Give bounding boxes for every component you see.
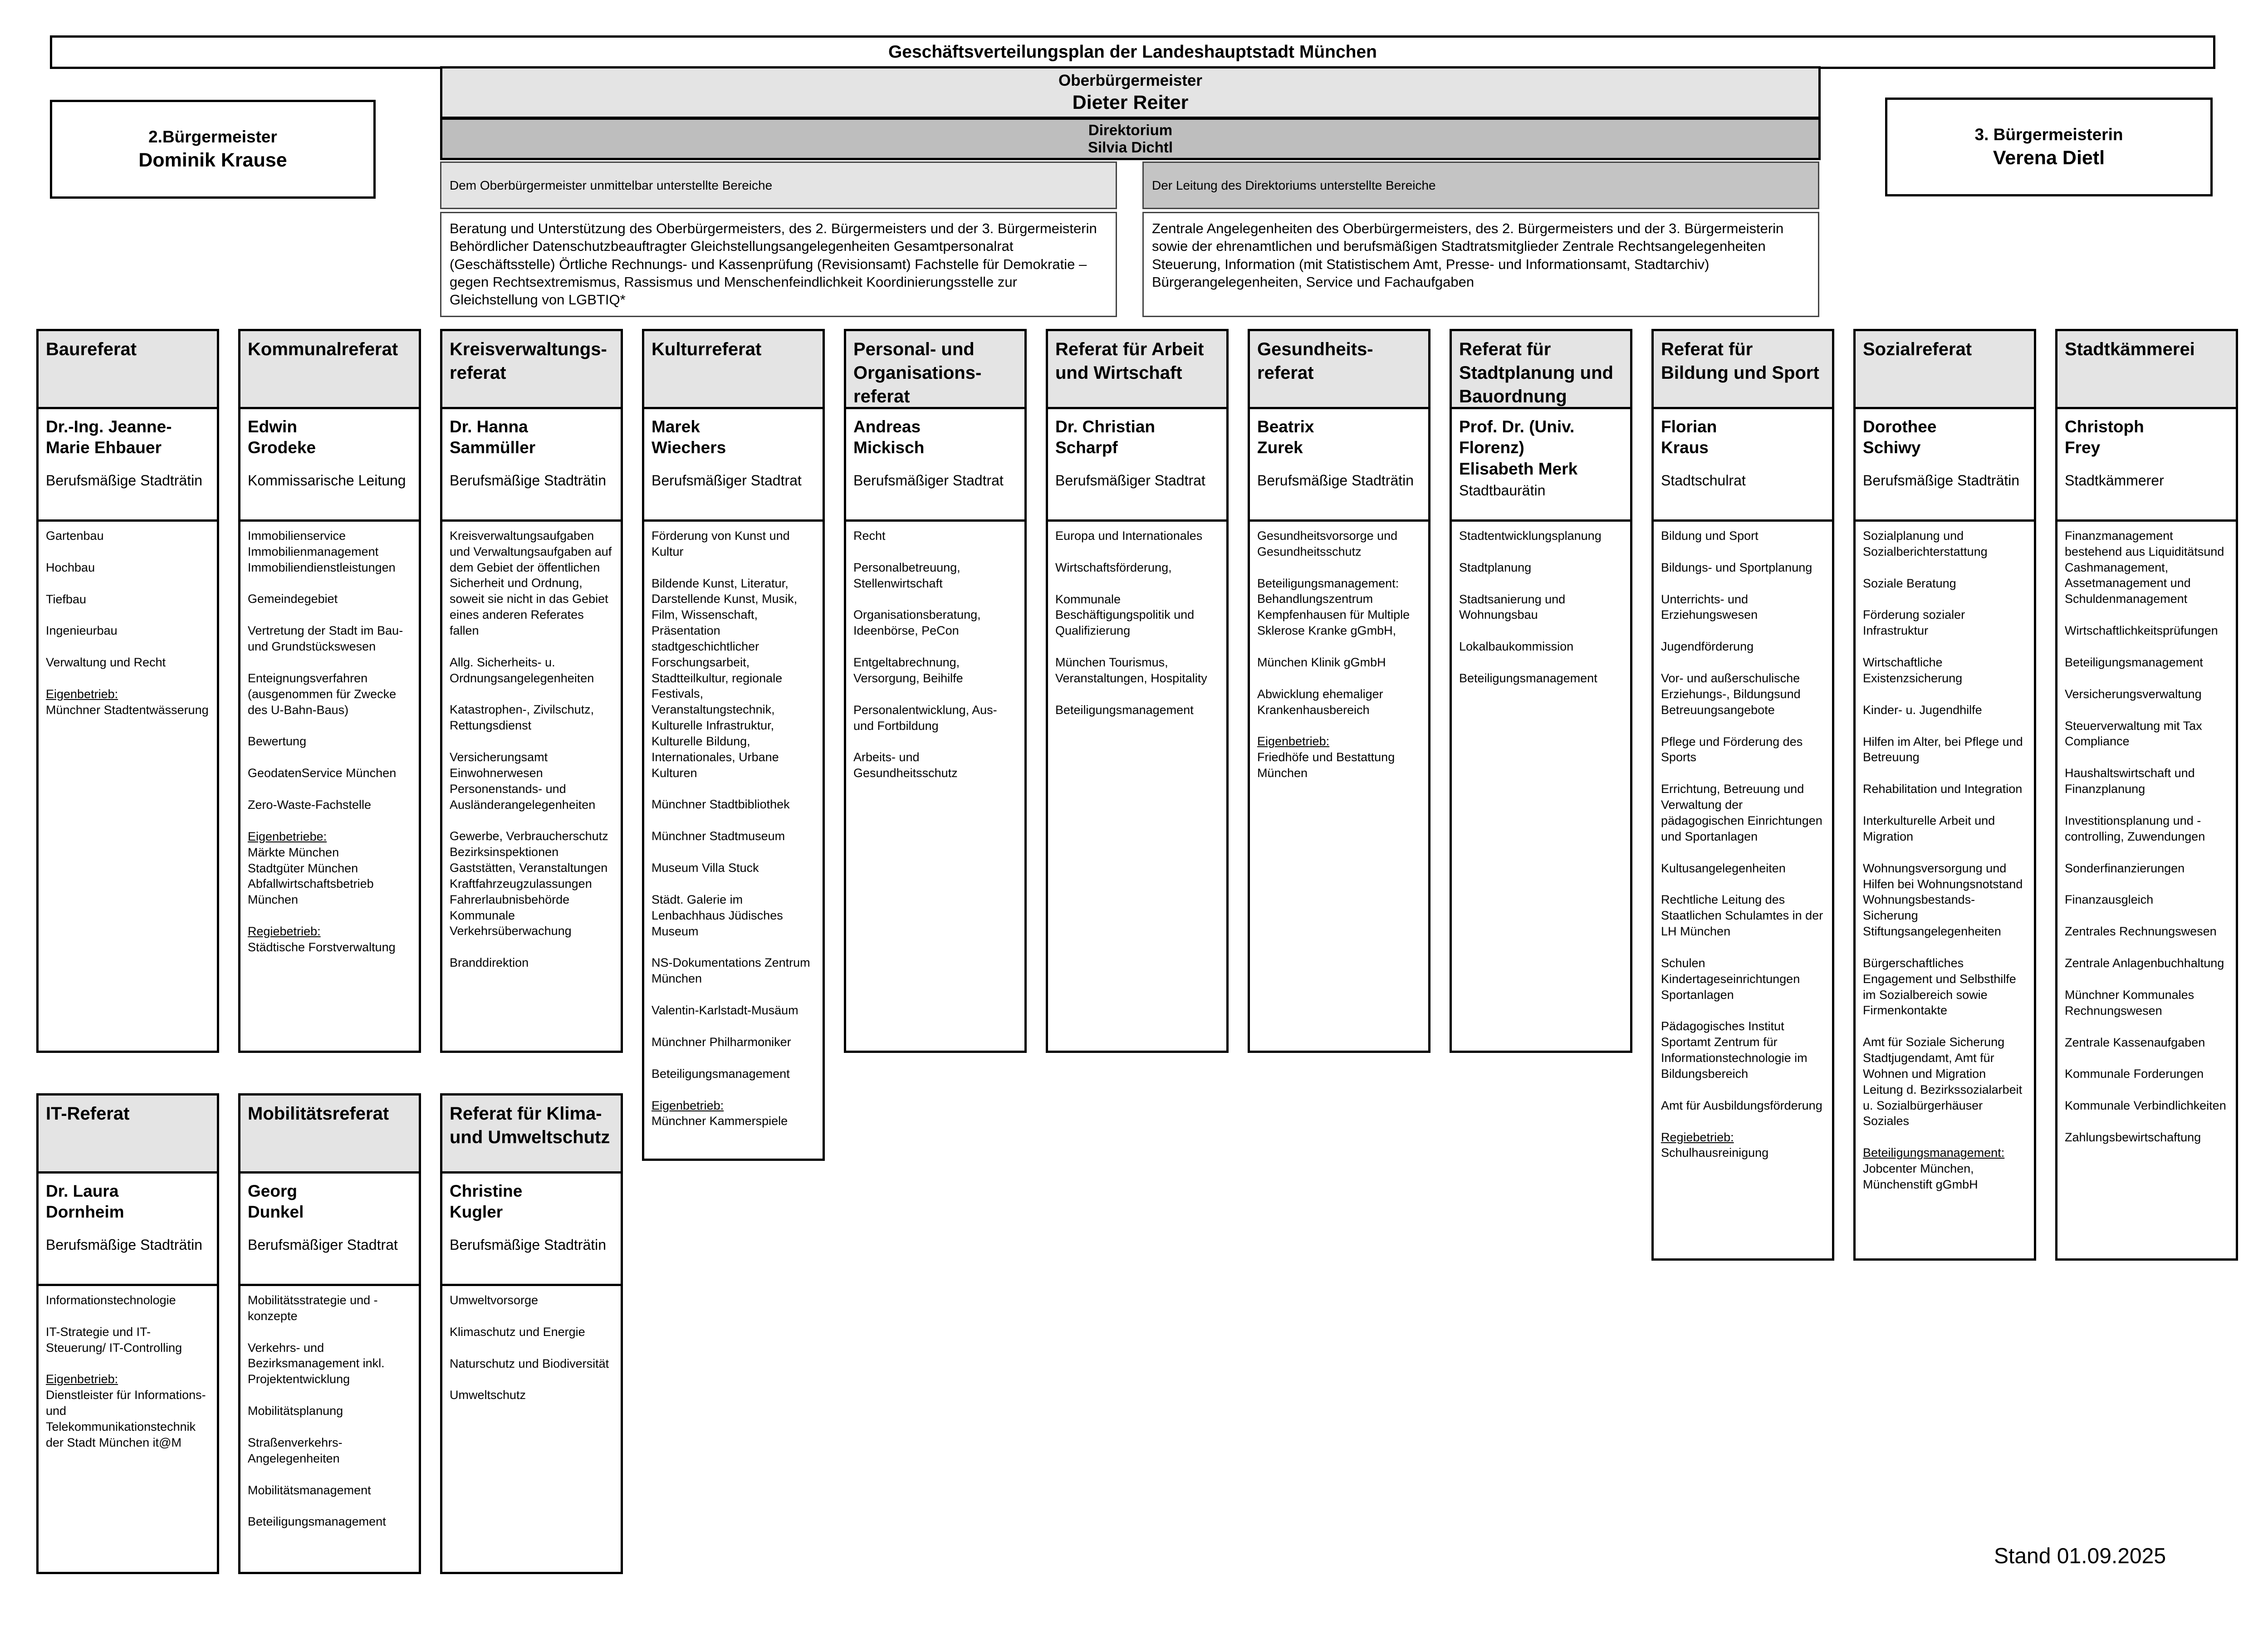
direktorium-name: Silvia Dichtl [1087,139,1173,156]
aufgabe-item: Steuerverwaltung mit Tax Compliance [2065,719,2202,748]
aufgabe-item: Unterrichts- und Erziehungswesen [1661,592,1758,622]
referat-person-name: Andreas Mickisch [853,417,925,457]
aufgabe-item: Bildung und Sport [1661,529,1759,543]
aufgabe-item: Zentrales Rechnungswesen [2065,925,2217,939]
referat-person-name: Beatrix Zurek [1257,417,1314,457]
aufgabe-item: Zentrale Kassenaufgaben [2065,1035,2205,1049]
aufgabe-item: Amt für Soziale Sicherung Stadtjugendamt, Amt für Wohnen und Migration Leitung d. Bezirkssozialarbeit u. Sozialbürgerhäuser Soziales [1863,1035,2023,1128]
aufgabe-item: Kommunale Forderungen [2065,1067,2204,1081]
aufgabe-item: Kommunale Verbindlichkeiten [2065,1099,2226,1113]
buergermeister-3-role: 3. Bürgermeisterin [1974,125,2123,144]
aufgabe-item: Beteiligungsmanagement [248,1515,386,1529]
betrieb-item: Münchenstift gGmbH [1863,1177,1978,1191]
referat-leitung [1856,409,2034,522]
aufgabe-item: Entgeltabrechnung, Versorgung, Beihilfe [853,656,963,685]
referat-kommunalreferat [238,329,421,1053]
buergermeister-2-name: Dominik Krause [138,149,287,171]
referat-leitung [1048,409,1226,522]
referat-person-role: Stadtschulrat [1661,472,1746,489]
aufgabe-item: Jugendförderung [1661,640,1754,654]
referat-title: Kreisverwaltungs-referat [442,331,621,409]
aufgabe-item: Schulen Kindertageseinrichtungen Sportanlagen [1661,956,1800,1002]
referat-kreisverwaltungs-referat [440,329,623,1053]
aufgabe-item: Recht [853,529,886,543]
aufgabe-item: Münchner Kommunales Rechnungswesen [2065,988,2195,1018]
referat-mobilitaetsreferat [238,1093,421,1574]
aufgabe-item: Hochbau [46,560,95,574]
betrieb-heading: Eigenbetrieb: [651,1098,724,1112]
referat-personal-und-organisations-referat [844,329,1027,1053]
referat-kulturreferat [642,329,825,1161]
referat-title: Baureferat [39,331,217,409]
betrieb-heading: Regiebetrieb: [248,925,321,939]
aufgabe-item: Zahlungsbewirtschaftung [2065,1130,2201,1145]
aufgabe-item: Bürgerschaftliches Engagement und Selbsthilfe im Sozialbereich sowie Firmenkontakte [1863,956,2016,1018]
aufgabe-item: Gewerbe, Verbraucherschutz Bezirksinspektionen Gaststätten, Veranstaltungen Kraftfahrzeugzulassungen Fahrerlaubnisbehörde Kommunale Verkehrsüberwachung [450,829,608,938]
referat-referat-fuer-klima-und-umweltschutz [440,1093,623,1574]
aufgabe-item: Verwaltung und Recht [46,656,166,670]
referat-person-role: Stadtkämmerer [2065,472,2164,489]
betrieb-item: Münchner Kammerspiele [651,1114,788,1128]
referat-sozialreferat [1853,329,2036,1261]
aufgabe-item: Arbeits- und Gesundheitsschutz [853,750,958,780]
referat-person-name: Prof. Dr. (Univ. Florenz) Elisabeth Merk [1459,417,1578,478]
aufgabe-item: Mobilitätsplanung [248,1404,343,1418]
aufgabe-item: Beteiligungsmanagement [2065,655,2203,669]
aufgabe-item: Bildungs- und Sportplanung [1661,560,1812,574]
referat-aufgaben [644,522,823,1151]
referat-gesundheits-referat [1248,329,1430,1053]
aufgabe-item: Münchner Philharmoniker [651,1035,791,1049]
aufgabe-item: Beteiligungsmanagement: Behandlungszentrum Kempfenhausen für Multiple Sklerose Kranke gGmbH, [1257,576,1410,638]
betrieb-heading: Eigenbetriebe: [248,829,327,843]
aufgabe-item: Pädagogisches Institut Sportamt Zentrum für Informationstechnologie im Bildungsbereich [1661,1019,1808,1081]
aufgabe-item: Interkulturelle Arbeit und Migration [1863,814,1995,843]
direktorium-box [440,117,1821,160]
aufgabe-item: Abwicklung ehemaliger Krankenhausbereich [1257,687,1383,717]
aufgabe-item: Haushaltswirtschaft und Finanzplanung [2065,766,2195,796]
aufgabe-item: München Klinik gGmbH [1257,655,1386,669]
plan-title [50,35,2215,69]
direktorium-bereiche-text: Zentrale Angelegenheiten des Oberbürgermeisters, des 2. Bürgermeisters und der 3. Bürgermeisterin sowie der ehrenamtlichen und berufsmäßigen Stadtratsmitglieder Zentrale Rechtsangelegenheiten Steuerung, Information (mit Statistischem Amt, Presse- und Informationsamt, Stadtarchiv) Bürgerangelegenheiten, Service und Fachaufgaben [1142,212,1819,317]
referat-person-role: Stadtbaurätin [1459,482,1546,499]
betrieb-heading: Eigenbetrieb: [46,1372,118,1386]
aufgabe-item: Kreisverwaltungsaufgaben und Verwaltungsaufgaben auf dem Gebiet der öffentlichen Sicherheit und Ordnung, soweit sie nicht in das Gebiet eines anderen Referates fallen [450,529,612,637]
aufgabe-item: Beteiligungsmanagement [1055,703,1194,717]
aufgabe-item: Finanzmanagement bestehend aus Liquiditätsund Cashmanagement, Assetmanagement und Schuldenmanagement [2065,529,2224,606]
aufgabe-item: Wohnungsversorgung und Hilfen bei Wohnungsnotstand Wohnungsbestands-Sicherung Stiftungsangelegenheiten [1863,861,2023,939]
referat-person-role: Berufsmäßiger Stadtrat [853,472,1004,489]
referat-aufgaben [39,522,217,740]
referat-baureferat [36,329,219,1053]
aufgabe-item: Vertretung der Stadt im Bau- und Grundstückswesen [248,624,403,654]
referat-aufgaben [1048,522,1226,740]
betrieb-block [46,1371,210,1450]
aufgabe-item: Museum Villa Stuck [651,861,759,875]
aufgabe-item: Gemeindegebiet [248,592,338,606]
aufgabe-item: Rehabilitation und Integration [1863,782,2023,796]
buergermeister-2-role: 2.Bürgermeister [148,127,277,146]
referat-title: Personal- und Organisations-referat [846,331,1024,409]
aufgabe-item: Valentin-Karlstadt-Musäum [651,1003,798,1018]
buergermeister-3-box [1885,98,2213,196]
referat-person-name: Christoph Frey [2065,417,2144,457]
referat-person-name: Dr.-Ing. Jeanne- Marie Ehbauer [46,417,172,457]
referat-aufgaben [1856,522,2034,1215]
aufgabe-item: Europa und Internationales [1055,529,1203,543]
aufgabe-item: Vor- und außerschulische Erziehungs-, Bildungsund Betreuungsangebote [1661,671,1801,717]
referat-person-role: Berufsmäßiger Stadtrat [248,1236,398,1253]
referat-leitung [240,1174,419,1286]
aufgabe-item: Katastrophen-, Zivilschutz, Rettungsdienst [450,703,594,733]
referat-title: Mobilitätsreferat [240,1096,419,1174]
aufgabe-item: Stadtsanierung und Wohnungsbau [1459,592,1566,622]
betrieb-item: Städtische Forstverwaltung [248,940,396,954]
referat-title: Stadtkämmerei [2057,331,2236,409]
aufgabe-item: Rechtliche Leitung des Staatlichen Schulamtes in der LH München [1661,893,1823,939]
referat-person-role: Berufsmäßige Stadträtin [450,472,607,489]
referat-referat-fuer-stadtplanung-und-bauordnung [1450,329,1632,1053]
betrieb-heading: Eigenbetrieb: [46,687,118,701]
referat-leitung [442,1174,621,1286]
referat-title: Gesundheits-referat [1250,331,1428,409]
aufgabe-item: Mobilitätsstrategie und -konzepte [248,1293,378,1323]
betrieb-block [1661,1130,1825,1161]
aufgabe-item: Zero-Waste-Fachstelle [248,798,372,812]
referat-title: Kulturreferat [644,331,823,409]
betrieb-item: Friedhöfe und Bestattung München [1257,750,1395,780]
aufgabe-item: Amt für Ausbildungsförderung [1661,1098,1822,1112]
aufgabe-item: Allg. Sicherheits- u. Ordnungsangelegenheiten [450,655,594,685]
referat-referat-fuer-arbeit-und-wirtschaft [1046,329,1229,1053]
referat-person-role: Berufsmäßige Stadträtin [46,472,203,489]
aufgabe-item: Errichtung, Betreuung und Verwaltung der pädagogischen Einrichtungen und Sportanlagen [1661,782,1822,843]
betrieb-item: Dienstleister für Informations- und Telekommunikationstechnik der Stadt München it@M [46,1388,206,1449]
aufgabe-item: Wirtschaftlichkeitsprüfungen [2065,624,2218,638]
direktorium-label: Direktorium [1088,122,1173,139]
aufgabe-item: NS-Dokumentations Zentrum München [651,956,810,986]
aufgabe-item: Mobilitätsmanagement [248,1483,371,1497]
oberbuergermeister-name: Dieter Reiter [1072,91,1189,113]
direktorium-bereiche-header: Der Leitung des Direktoriums unterstellte Bereiche [1142,161,1819,209]
referat-leitung [846,409,1024,522]
referat-person-name: Edwin Grodeke [248,417,316,457]
buergermeister-2-box [50,100,376,199]
referat-person-role: Berufsmäßiger Stadtrat [651,472,802,489]
aufgabe-item: Personalbetreuung, Stellenwirtschaft [853,560,960,590]
betrieb-item: Stadtgüter München [248,861,358,875]
aufgabe-item: Wirtschaftliche Existenzsicherung [1863,656,1963,685]
aufgabe-item: Finanzausgleich [2065,893,2154,907]
referat-person-role: Berufsmäßige Stadträtin [450,1236,607,1253]
betrieb-heading: Beteiligungsmanagement: [1863,1146,2005,1160]
referat-aufgaben [2057,522,2236,1168]
betrieb-block [248,924,411,955]
aufgabe-item: Sozialplanung und Sozialberichterstattung [1863,529,1988,558]
referat-title: Kommunalreferat [240,331,419,409]
aufgabe-item: Münchner Stadtbibliothek [651,797,790,812]
referat-person-name: Christine Kugler [450,1182,523,1222]
aufgabe-item: Organisationsberatung, Ideenbörse, PeCon [853,608,981,638]
aufgabe-item: Naturschutz und Biodiversität [450,1356,609,1370]
aufgabe-item: Klimaschutz und Energie [450,1325,585,1339]
betrieb-block [46,686,210,718]
aufgabe-item: Wirtschaftsförderung, [1055,560,1172,574]
aufgabe-item: Verkehrs- und Bezirksmanagement inkl. Projektentwicklung [248,1340,385,1386]
aufgabe-item: Investitionsplanung und -controlling, Zuwendungen [2065,813,2205,843]
stand-date: Stand 01.09.2025 [1994,1544,2166,1568]
betrieb-item: Jobcenter München, [1863,1162,1974,1176]
referat-title: Sozialreferat [1856,331,2034,409]
referat-aufgaben [846,522,1024,803]
betrieb-item: Münchner Stadtentwässerung [46,703,209,717]
referat-leitung [240,409,419,522]
aufgabe-item: Enteignungsverfahren (ausgenommen für Zwecke des U-Bahn-Baus) [248,671,397,717]
aufgabe-item: Branddirektion [450,956,529,970]
betrieb-block [248,829,411,908]
betrieb-item: Schulhausreinigung [1661,1146,1769,1160]
betrieb-heading: Regiebetrieb: [1661,1130,1734,1144]
aufgabe-item: München Tourismus, Veranstaltungen, Hospitality [1055,656,1207,685]
referat-leitung [39,1174,217,1286]
betrieb-heading: Eigenbetrieb: [1257,734,1330,748]
referat-leitung [644,409,823,522]
ob-bereiche-text: Beratung und Unterstützung des Oberbürgermeisters, des 2. Bürgermeisters und der 3. Bürgermeisterin Behördlicher Datenschutzbeauftragter Gleichstellungsangelegenheiten Gesamtpersonalrat (Geschäftsstelle) Örtliche Rechnungs- und Kassenprüfung (Revisionsamt) Fachstelle für Demokratie – gegen Rechtsextremismus, Rassismus und Menschenfeindlichkeit Koordinierungsstelle zur Gleichstellung von LGBTIQ* [440,212,1117,317]
referat-person-role: Berufsmäßiger Stadtrat [1055,472,1205,489]
oberbuergermeister-box [440,66,1821,119]
aufgabe-item: Förderung von Kunst und Kultur [651,529,790,558]
referat-leitung [1452,409,1630,522]
referat-leitung [1654,409,1832,522]
oberbuergermeister-role: Oberbürgermeister [1058,71,1203,89]
aufgabe-item: Personalentwicklung, Aus- und Fortbildung [853,703,997,733]
referat-aufgaben [240,522,419,978]
aufgabe-item: Münchner Stadtmuseum [651,829,785,843]
betrieb-block [1863,1145,2027,1192]
buergermeister-3-name: Verena Dietl [1993,147,2105,169]
referat-aufgaben [240,1286,419,1552]
aufgabe-item: Beteiligungsmanagement [651,1066,790,1081]
referat-person-name: Georg Dunkel [248,1182,304,1222]
aufgabe-item: Umweltschutz [450,1388,526,1402]
aufgabe-item: Straßenverkehrs-Angelegenheiten [248,1435,343,1465]
referat-leitung [2057,409,2236,522]
referat-title: Referat für Arbeit und Wirtschaft [1048,331,1226,409]
referat-stadtkaemmerei [2055,329,2238,1261]
aufgabe-item: Stadtplanung [1459,560,1532,574]
betrieb-block [1257,734,1421,781]
aufgabe-item: Stadtentwicklungsplanung [1459,529,1602,543]
referat-person-name: Dr. Christian Scharpf [1055,417,1155,457]
referat-person-role: Berufsmäßige Stadträtin [1257,472,1414,489]
aufgabe-item: Hilfen im Alter, bei Pflege und Betreuung [1863,734,2023,764]
betrieb-item: Märkte München [248,845,339,859]
aufgabe-item: Lokalbaukommission [1459,640,1574,654]
aufgabe-item: Informationstechnologie [46,1293,176,1307]
referat-aufgaben [1250,522,1428,803]
referat-title: IT-Referat [39,1096,217,1174]
referat-aufgaben [442,1286,621,1425]
referat-person-name: Dr. Hanna Sammüller [450,417,536,457]
aufgabe-item: Förderung sozialer Infrastruktur [1863,608,1965,638]
referat-aufgaben [1452,522,1630,709]
referat-aufgaben [442,522,621,993]
aufgabe-item: IT-Strategie und IT-Steuerung/ IT-Controlling [46,1325,182,1355]
aufgabe-item: Kommunale Beschäftigungspolitik und Qualifizierung [1055,592,1195,638]
aufgabe-item: Beteiligungsmanagement [1459,671,1597,685]
aufgabe-item: Ingenieurbau [46,624,118,638]
aufgabe-item: GeodatenService München [248,766,397,780]
referat-person-role: Kommissarische Leitung [248,472,406,489]
aufgabe-item: Kinder- u. Jugendhilfe [1863,703,1982,717]
referat-title: Referat für Klima- und Umweltschutz [442,1096,621,1174]
referat-title: Referat für Stadtplanung und Bauordnung [1452,331,1630,409]
aufgabe-item: Gesundheitsvorsorge und Gesundheitsschutz [1257,529,1398,558]
referat-leitung [39,409,217,522]
aufgabe-item: Tiefbau [46,592,87,606]
betrieb-item: Abfallwirtschaftsbetrieb München [248,877,374,907]
aufgabe-item: Bildende Kunst, Literatur, Darstellende Kunst, Musik, Film, Wissenschaft, Präsentation stadtgeschichtlicher Forschungsarbeit, Stadtteilkultur, regionale Festivals, Veranstaltungstechnik, Kulturelle Infrastruktur, Kulturelle Bildung, Internationales, Urbane Kulturen [651,576,798,780]
aufgabe-item: Kultusangelegenheiten [1661,861,1786,875]
aufgabe-item: Versicherungsamt Einwohnerwesen Personenstands- und Ausländerangelegenheiten [450,750,596,812]
aufgabe-item: Sonderfinanzierungen [2065,861,2185,875]
referat-aufgaben [1654,522,1832,1183]
referat-leitung [442,409,621,522]
betrieb-block [651,1098,815,1130]
aufgabe-item: Umweltvorsorge [450,1293,539,1307]
aufgabe-item: Städt. Galerie im Lenbachhaus Jüdisches Museum [651,892,783,938]
referat-leitung [1250,409,1428,522]
referat-person-name: Florian Kraus [1661,417,1717,457]
aufgabe-item: Immobilienservice Immobilienmanagement Immobiliendienstleistungen [248,529,396,574]
aufgabe-item: Versicherungsverwaltung [2065,687,2202,701]
referat-person-role: Berufsmäßige Stadträtin [1863,472,2020,489]
referat-person-name: Dorothee Schiwy [1863,417,1937,457]
referat-person-name: Marek Wiechers [651,417,726,457]
referat-person-role: Berufsmäßige Stadträtin [46,1236,203,1253]
referat-person-name: Dr. Laura Dornheim [46,1182,124,1222]
referat-aufgaben [39,1286,217,1473]
aufgabe-item: Zentrale Anlagenbuchhaltung [2065,956,2224,970]
aufgabe-item: Soziale Beratung [1863,576,1956,590]
aufgabe-item: Pflege und Förderung des Sports [1661,734,1803,764]
referat-title: Referat für Bildung und Sport [1654,331,1832,409]
plan-title-text: Geschäftsverteilungsplan der Landeshauptstadt München [888,42,1377,62]
referat-it-referat [36,1093,219,1574]
aufgabe-item: Gartenbau [46,529,104,543]
aufgabe-item: Bewertung [248,734,307,748]
referat-referat-fuer-bildung-und-sport [1651,329,1834,1261]
ob-bereiche-header: Dem Oberbürgermeister unmittelbar unterstellte Bereiche [440,161,1117,209]
